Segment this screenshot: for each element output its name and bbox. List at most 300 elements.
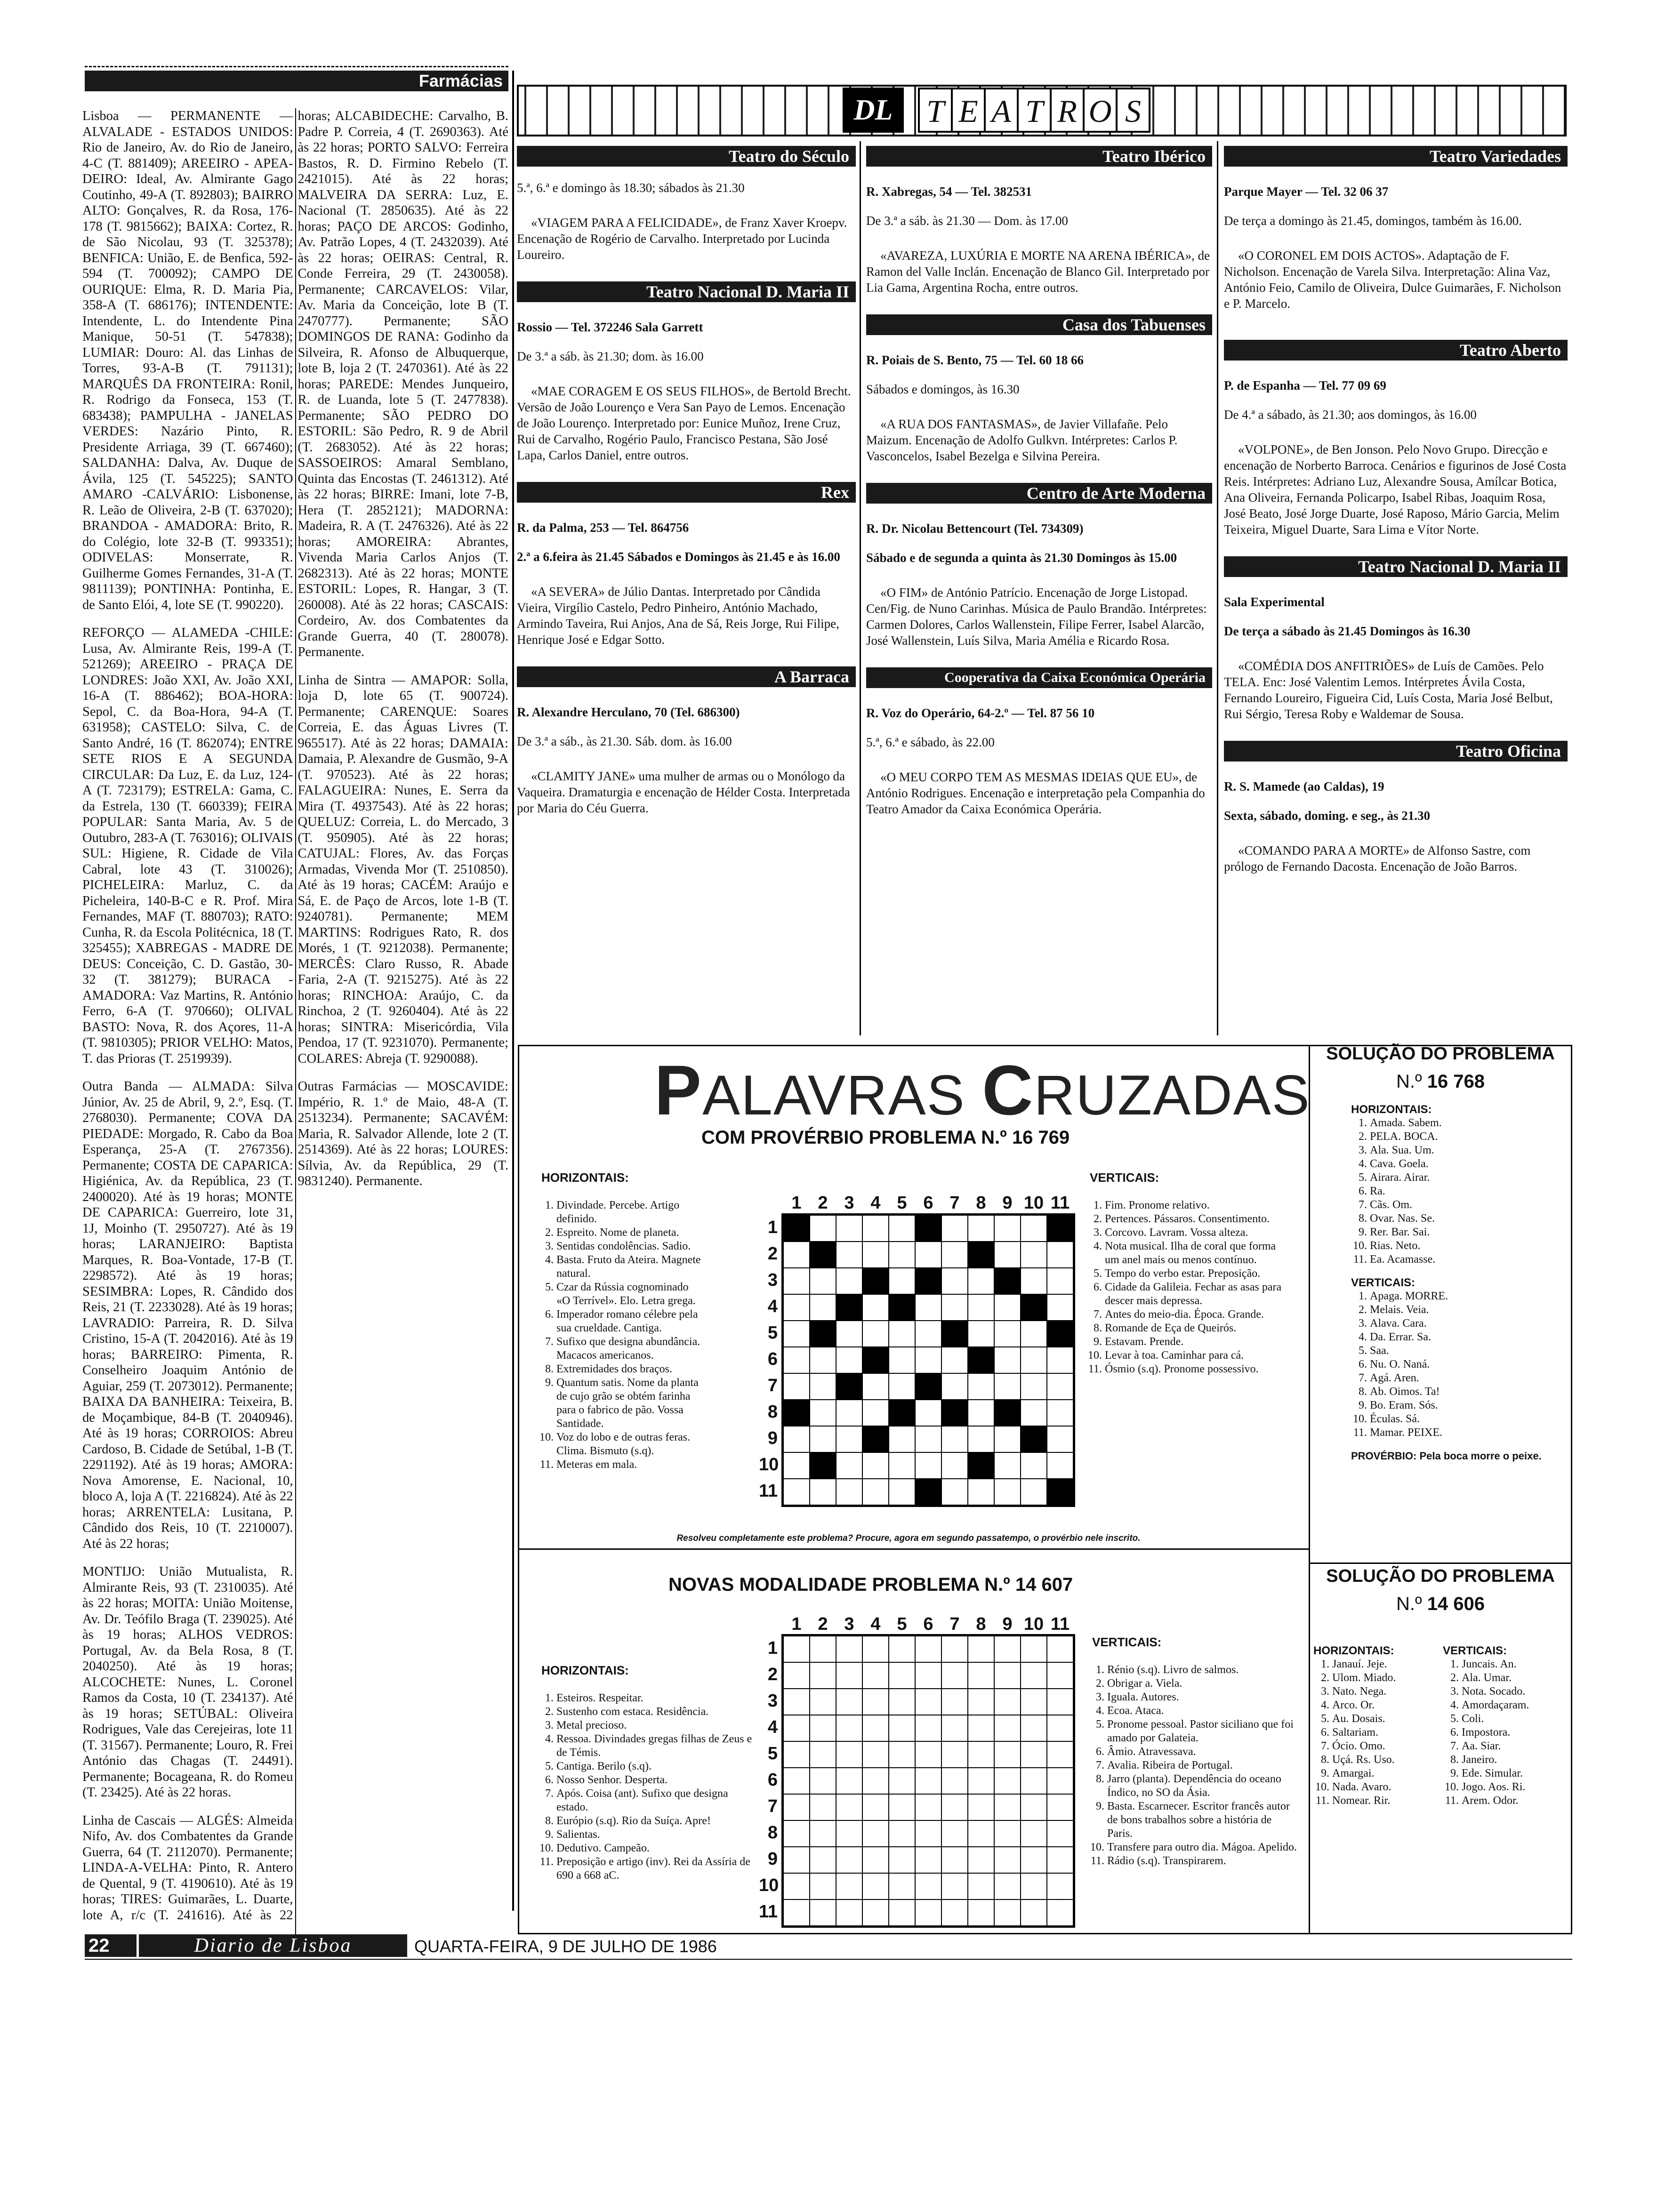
- grid-row-number: 6: [767, 1770, 778, 1790]
- grid-cell[interactable]: [836, 1899, 862, 1926]
- grid-cell[interactable]: [783, 1820, 810, 1847]
- theatre-name: A Barraca: [517, 666, 856, 687]
- grid-cell[interactable]: [783, 1294, 810, 1321]
- grid-cell[interactable]: [889, 1479, 915, 1505]
- grid-cell[interactable]: [810, 1820, 836, 1847]
- teatros-letter: A: [984, 88, 1019, 133]
- grid-cell[interactable]: [1047, 1426, 1073, 1452]
- grid-block: [941, 1321, 968, 1347]
- theatre-name: Cooperativa da Caixa Económica Operária: [866, 667, 1212, 688]
- theatre-name: Teatro Nacional D. Maria II: [517, 281, 856, 302]
- grid-cell[interactable]: [994, 1452, 1021, 1479]
- grid-cell[interactable]: [941, 1715, 968, 1741]
- grid-cell[interactable]: [889, 1715, 915, 1741]
- clue-item: 3. Corcovo. Lavram. Vossa alteza.: [1105, 1226, 1292, 1240]
- grid-cell[interactable]: [862, 1689, 889, 1715]
- grid-cell[interactable]: [915, 1321, 941, 1347]
- grid-cell[interactable]: [941, 1242, 968, 1268]
- grid-cell[interactable]: [783, 1268, 810, 1294]
- teatros-heading: [918, 88, 1149, 133]
- theatre-address: R. da Palma, 253 — Tel. 864756: [517, 521, 689, 535]
- grid-cell[interactable]: [1021, 1873, 1047, 1899]
- theatre-description: «COMANDO PARA A MORTE» de Alfonso Sastre, com prólogo de Fernando Dacosta. Encenação de João Barros.: [1224, 843, 1531, 874]
- solution-2: [1313, 1566, 1568, 1808]
- grid-cell[interactable]: [783, 1426, 810, 1452]
- grid-cell[interactable]: [862, 1741, 889, 1768]
- theatre-address: R. Poiais de S. Bento, 75 — Tel. 60 18 66: [866, 353, 1084, 367]
- grid-block: [1021, 1426, 1047, 1452]
- theatre-times: De 3.ª a sáb. às 21.30 — Dom. às 17.00: [866, 214, 1068, 228]
- crossword-title: [654, 1050, 1311, 1131]
- grid-col-number: 10: [1023, 1193, 1044, 1213]
- theatre-column-1: [517, 146, 856, 816]
- clue-item: 10. Éculas. Sá.: [1370, 1412, 1568, 1426]
- grid-cell[interactable]: [994, 1242, 1021, 1268]
- grid-cell[interactable]: [862, 1873, 889, 1899]
- grid-cell[interactable]: [941, 1873, 968, 1899]
- grid-cell[interactable]: [968, 1768, 994, 1794]
- grid-cell[interactable]: [889, 1820, 915, 1847]
- grid-cell[interactable]: [1021, 1636, 1047, 1662]
- grid-cell[interactable]: [1047, 1662, 1073, 1689]
- grid-cell[interactable]: [810, 1873, 836, 1899]
- grid-row-number: 7: [767, 1796, 778, 1816]
- grid-cell[interactable]: [994, 1479, 1021, 1505]
- grid-cell[interactable]: [889, 1426, 915, 1452]
- grid-block: [941, 1400, 968, 1426]
- grid-cell[interactable]: [889, 1899, 915, 1926]
- grid-cell[interactable]: [810, 1426, 836, 1452]
- grid-cell[interactable]: [783, 1321, 810, 1347]
- grid-cell[interactable]: [941, 1294, 968, 1321]
- grid-cell[interactable]: [1047, 1636, 1073, 1662]
- clue-item: 4. Arco. Or.: [1332, 1699, 1443, 1712]
- theatre-description: «AVAREZA, LUXÚRIA E MORTE NA ARENA IBÉRICA», de Ramon del Valle Inclán. Encenação de Blanco Gil. Interpretado por Lia Gama, Argentina Rocha, entre outros.: [866, 248, 1210, 295]
- grid-cell[interactable]: [862, 1479, 889, 1505]
- theatre-times: De 4.ª a sábado, às 21.30; aos domingos, às 16.00: [1224, 408, 1477, 422]
- grid-cell[interactable]: [1021, 1768, 1047, 1794]
- grid-cell[interactable]: [994, 1741, 1021, 1768]
- grid-cell[interactable]: [862, 1215, 889, 1242]
- grid-cell[interactable]: [862, 1794, 889, 1820]
- grid-col-number: 9: [1002, 1193, 1013, 1213]
- grid-cell[interactable]: [994, 1715, 1021, 1741]
- grid-cell[interactable]: [783, 1847, 810, 1873]
- grid-cell[interactable]: [994, 1662, 1021, 1689]
- clue-item: 8. Jarro (planta). Dependência do oceano Índico, no SO da Ásia.: [1107, 1772, 1299, 1800]
- grid-cell[interactable]: [810, 1847, 836, 1873]
- grid-cell[interactable]: [862, 1294, 889, 1321]
- column-divider: [1309, 1045, 1310, 1934]
- grid-cell[interactable]: [968, 1426, 994, 1452]
- crossword-grid-1[interactable]: [781, 1213, 1075, 1507]
- grid-cell[interactable]: [994, 1321, 1021, 1347]
- grid-cell[interactable]: [889, 1689, 915, 1715]
- grid-cell[interactable]: [783, 1347, 810, 1373]
- grid-cell[interactable]: [994, 1794, 1021, 1820]
- grid-cell[interactable]: [1047, 1294, 1073, 1321]
- grid-cell[interactable]: [941, 1820, 968, 1847]
- grid-block: [915, 1268, 941, 1294]
- grid-cell[interactable]: [968, 1294, 994, 1321]
- clue-item: 10. Voz do lobo e de outras feras. Clima. Bismuto (s.q).: [556, 1431, 701, 1458]
- grid-row-number: 9: [767, 1849, 778, 1869]
- grid-block: [968, 1347, 994, 1373]
- clue-item: 4. Basta. Fruto da Ateira. Magnete natural.: [556, 1253, 701, 1281]
- grid-cell[interactable]: [968, 1741, 994, 1768]
- clue-item: 8. Uçá. Rs. Uso.: [1332, 1753, 1443, 1767]
- grid-cell[interactable]: [941, 1794, 968, 1820]
- grid-cell[interactable]: [1021, 1321, 1047, 1347]
- grid-cell[interactable]: [915, 1662, 941, 1689]
- clue-item: 10. Levar à toa. Caminhar para cá.: [1105, 1349, 1292, 1362]
- grid-cell[interactable]: [783, 1452, 810, 1479]
- grid-col-number: 5: [897, 1614, 907, 1634]
- grid-col-number: 11: [1050, 1614, 1070, 1634]
- grid-cell[interactable]: [862, 1847, 889, 1873]
- grid-cell[interactable]: [1047, 1400, 1073, 1426]
- grid-cell[interactable]: [889, 1847, 915, 1873]
- grid-cell[interactable]: [1047, 1452, 1073, 1479]
- grid-cell[interactable]: [836, 1794, 862, 1820]
- grid-cell[interactable]: [941, 1426, 968, 1452]
- grid-cell[interactable]: [915, 1847, 941, 1873]
- grid-cell[interactable]: [836, 1847, 862, 1873]
- grid-cell[interactable]: [994, 1899, 1021, 1926]
- grid-cell[interactable]: [1021, 1479, 1047, 1505]
- grid-cell[interactable]: [810, 1689, 836, 1715]
- crossword-grid-2[interactable]: [781, 1634, 1075, 1928]
- grid-cell[interactable]: [968, 1479, 994, 1505]
- grid-cell[interactable]: [836, 1400, 862, 1426]
- grid-cell[interactable]: [1047, 1347, 1073, 1373]
- grid-cell[interactable]: [1021, 1242, 1047, 1268]
- clue-item: 3. Nato. Nega.: [1332, 1685, 1443, 1699]
- grid-row-number: 3: [767, 1691, 778, 1711]
- grid-cell[interactable]: [968, 1400, 994, 1426]
- grid-block: [1047, 1215, 1073, 1242]
- grid-cell[interactable]: [1047, 1847, 1073, 1873]
- grid-cell[interactable]: [836, 1741, 862, 1768]
- theatre-description: «O FIM» de António Patrício. Encenação de Jorge Listopad. Cen/Fig. de Nuno Carinhas. Música de Paulo Brandão. Intérpretes: Carmen Dolores, Carlos Wallenstein, Filipe Ferrer, Isabel Alarcão, José Wallenstein, Luís Silva, Maria Amélia e Ricardo Rosa.: [866, 585, 1207, 648]
- grid-block: [994, 1268, 1021, 1294]
- grid-cell[interactable]: [968, 1636, 994, 1662]
- clue-item: 8. Ab. Oimos. Ta!: [1370, 1385, 1568, 1399]
- grid-cell[interactable]: [810, 1662, 836, 1689]
- grid-cell[interactable]: [915, 1347, 941, 1373]
- grid-cell[interactable]: [810, 1715, 836, 1741]
- grid-cell[interactable]: [915, 1899, 941, 1926]
- grid-cell[interactable]: [941, 1452, 968, 1479]
- grid-cell[interactable]: [941, 1268, 968, 1294]
- grid-cell[interactable]: [1047, 1768, 1073, 1794]
- grid-cell[interactable]: [1021, 1373, 1047, 1400]
- grid-cell[interactable]: [889, 1347, 915, 1373]
- grid-cell[interactable]: [941, 1662, 968, 1689]
- grid-cell[interactable]: [968, 1847, 994, 1873]
- grid-cell[interactable]: [994, 1426, 1021, 1452]
- clue-item: 1. Apaga. MORRE.: [1370, 1290, 1568, 1303]
- grid-cell[interactable]: [810, 1400, 836, 1426]
- grid-cell[interactable]: [994, 1347, 1021, 1373]
- theatre-times: Sábado e de segunda a quinta às 21.30 Domingos às 15.00: [866, 551, 1177, 565]
- clue-item: 5. Saa.: [1370, 1344, 1568, 1358]
- grid-cell[interactable]: [915, 1400, 941, 1426]
- grid-cell[interactable]: [810, 1741, 836, 1768]
- grid-cell[interactable]: [783, 1242, 810, 1268]
- grid-cell[interactable]: [836, 1636, 862, 1662]
- grid-col-number: 5: [897, 1193, 907, 1213]
- theatre-description: «COMÉDIA DOS ANFITRIÕES» de Luís de Camões. Pelo TELA. Enc: José Valentim Lemos. Intérpretes Ávila Costa, Fernando Loureiro, Figueira Cid, Luís Costa, Maria José Belbut, Rui Sérgio, Teresa Roby e Waldemar de Sousa.: [1224, 659, 1553, 721]
- grid-cell[interactable]: [783, 1873, 810, 1899]
- grid-cell[interactable]: [1047, 1242, 1073, 1268]
- grid-cell[interactable]: [889, 1373, 915, 1400]
- grid-cell[interactable]: [968, 1715, 994, 1741]
- grid-cell[interactable]: [810, 1268, 836, 1294]
- clue-item: 11. Nomear. Rir.: [1332, 1794, 1443, 1808]
- grid-cell[interactable]: [862, 1400, 889, 1426]
- grid-cell[interactable]: [1021, 1899, 1047, 1926]
- grid-cell[interactable]: [941, 1689, 968, 1715]
- grid-cell[interactable]: [836, 1715, 862, 1741]
- clue-item: 2. Ulom. Miado.: [1332, 1671, 1443, 1685]
- grid-cell[interactable]: [836, 1820, 862, 1847]
- clue-heading: VERTICAIS:: [1090, 1170, 1159, 1185]
- clue-item: 9. Ede. Simular.: [1462, 1767, 1565, 1780]
- grid-cell[interactable]: [915, 1636, 941, 1662]
- theatre-times: Sábados e domingos, às 16.30: [866, 382, 1020, 396]
- grid-cell[interactable]: [1021, 1689, 1047, 1715]
- theatre-name: Teatro Ibérico: [866, 146, 1212, 167]
- grid-cell[interactable]: [941, 1768, 968, 1794]
- grid-cell[interactable]: [994, 1215, 1021, 1242]
- grid-cell[interactable]: [1021, 1847, 1047, 1873]
- grid-cell[interactable]: [836, 1426, 862, 1452]
- grid-cell[interactable]: [1047, 1794, 1073, 1820]
- grid-cell[interactable]: [968, 1873, 994, 1899]
- grid-cell[interactable]: [836, 1321, 862, 1347]
- grid-cell[interactable]: [889, 1242, 915, 1268]
- grid-cell[interactable]: [783, 1715, 810, 1741]
- grid-cell[interactable]: [889, 1873, 915, 1899]
- grid-cell[interactable]: [941, 1215, 968, 1242]
- theatre-name: Teatro do Século: [517, 146, 856, 167]
- grid-cell[interactable]: [783, 1794, 810, 1820]
- grid-cell[interactable]: [1047, 1820, 1073, 1847]
- grid-cell[interactable]: [810, 1294, 836, 1321]
- teatros-letter: T: [918, 88, 953, 133]
- pharmacy-entry: MONTIJO: União Mutualista, R. Almirante Reis, 93 (T. 2310035). Até às 22 horas; MOITA: União Moitense, Av. Dr. Teófilo Braga (T. 239025). Até às 19 horas; ALHOS VEDROS: Portugal, Av. da Bela Rosa, 8 (T. 2040250). Até às 19 horas; ALCOCHETE: Nunes, L. Coronel Ramos da Costa, 10 (T. 234137). Até às 19 horas; SETÚBAL: Oliveira Rodrigues, Vale das Cerejeiras, lote 11 (T. 31567). Permanente; Louro, R. Frei António das Chagas (T. 24491). Permanente; Bocageana, R. do Romeu (T. 23425). Até às 22 horas.: [82, 1564, 293, 1800]
- clue-item: 6. Ra.: [1370, 1185, 1568, 1198]
- clue-item: 7. Cãs. Om.: [1370, 1198, 1568, 1212]
- grid-cell[interactable]: [889, 1741, 915, 1768]
- grid-block: [836, 1294, 862, 1321]
- grid-cell[interactable]: [1047, 1373, 1073, 1400]
- grid-cell[interactable]: [915, 1689, 941, 1715]
- grid-block: [1047, 1479, 1073, 1505]
- grid-cell[interactable]: [968, 1662, 994, 1689]
- grid-cell[interactable]: [862, 1899, 889, 1926]
- grid-cell[interactable]: [968, 1820, 994, 1847]
- newspaper-masthead: Diario de Lisboa: [139, 1934, 407, 1957]
- grid-cell[interactable]: [862, 1373, 889, 1400]
- grid-cell[interactable]: [1021, 1794, 1047, 1820]
- grid-cell[interactable]: [1047, 1741, 1073, 1768]
- clue-item: 9. Quantum satis. Nome da planta de cujo grão se obtém farinha para o fabrico de pão. Vossa Santidade.: [556, 1376, 701, 1431]
- grid-cell[interactable]: [889, 1452, 915, 1479]
- grid-cell[interactable]: [862, 1242, 889, 1268]
- grid-cell[interactable]: [915, 1873, 941, 1899]
- grid-cell[interactable]: [1021, 1347, 1047, 1373]
- clue-item: 2. Espreito. Nome de planeta.: [556, 1226, 701, 1240]
- grid-cell[interactable]: [862, 1321, 889, 1347]
- grid-cell[interactable]: [968, 1321, 994, 1347]
- grid-cell[interactable]: [941, 1347, 968, 1373]
- grid-cell[interactable]: [836, 1479, 862, 1505]
- grid-cell[interactable]: [915, 1452, 941, 1479]
- clue-item: 7. Após. Coisa (ant). Sufixo que designa estado.: [556, 1787, 753, 1814]
- grid-cell[interactable]: [1021, 1662, 1047, 1689]
- grid-cell[interactable]: [915, 1715, 941, 1741]
- grid-cell[interactable]: [915, 1294, 941, 1321]
- clue-item: 10. Jogo. Aos. Ri.: [1462, 1780, 1565, 1794]
- grid-cell[interactable]: [889, 1794, 915, 1820]
- grid-cell[interactable]: [994, 1294, 1021, 1321]
- grid-cell[interactable]: [889, 1268, 915, 1294]
- grid-cell[interactable]: [915, 1768, 941, 1794]
- grid-cell[interactable]: [994, 1636, 1021, 1662]
- grid-cell[interactable]: [994, 1820, 1021, 1847]
- grid-cell[interactable]: [1021, 1452, 1047, 1479]
- grid-cell[interactable]: [1021, 1820, 1047, 1847]
- pharmacy-entry: Outra Banda — ALMADA: Silva Júnior, Av. 25 de Abril, 9, 2.º, Esq. (T. 2768030). Permanente; COVA DA PIEDADE: Morgado, R. Cabo da Boa Esperança, 25-A (T. 2767356). Permanente; COSTA DE CAPARICA: Higiénica, Av. da República, 23 (T. 2400020). Até às 19 horas; MONTE DE CAPARICA: Guerreiro, lote 31, 1J, Moinho (T. 2950727). Até às 19 horas; LARANJEIRO: Baptista Marques, R. Boa-Vontade, 17-B (T. 2298572). Até às 19 horas; SESIMBRA: Lopes, R. Cândido dos Reis, 21 (T. 2233028). Até às 19 horas; LAVRADIO: Parreira, R. D. Silva Cristino, 15-A (T. 2042016). Até às 19 horas; BARREIRO: Pimenta, R. Conselheiro Joaquim António de Aguiar, 259 (T. 2073012). Permanente; BAIXA DA BANHEIRA: Teixeira, B. de Moçambique, 84-B (T. 2040946). Até às 19 horas; CORROIOS: Abreu Cardoso, B. Cidade de Setúbal, 1-B (T. 2291192). Até às 19 horas; AMORA: Nova Amorense, E. Nacional, 10, bloco A, loja A (T. 2216824). Até às 22 horas; ARRENTELA: Lusitana, P. Cândido dos Reis, 10 (T. 2210007). Até às 22 horas;: [82, 1079, 293, 1551]
- grid-cell[interactable]: [836, 1873, 862, 1899]
- grid-cell[interactable]: [810, 1899, 836, 1926]
- grid-cell[interactable]: [810, 1373, 836, 1400]
- clue-item: 7. Avalia. Ribeira de Portugal.: [1107, 1759, 1299, 1772]
- theatre-listing: [1224, 340, 1568, 537]
- grid-cell[interactable]: [810, 1215, 836, 1242]
- grid-cell[interactable]: [994, 1689, 1021, 1715]
- grid-cell[interactable]: [783, 1373, 810, 1400]
- grid-cell[interactable]: [1021, 1215, 1047, 1242]
- grid-cell[interactable]: [941, 1899, 968, 1926]
- theatre-listing: [1224, 556, 1568, 722]
- grid-cell[interactable]: [836, 1662, 862, 1689]
- grid-cell[interactable]: [968, 1899, 994, 1926]
- grid-cell[interactable]: [1021, 1715, 1047, 1741]
- grid-cell[interactable]: [862, 1636, 889, 1662]
- grid-cell[interactable]: [968, 1373, 994, 1400]
- pharmacy-entry: Linha de Sintra — AMAPOR: Solla, loja D, lote 65 (T. 900724). Permanente; CARENQUE: Soares Correia, E. das Águas Livres (T. 965517). Até às 22 horas; DAMAIA: Damaia, P. Alexandre de Gusmão, 9-A (T. 970523). Até às 22 horas; FALAGUEIRA: Nunes, E. Serra da Mira (T. 4937543). Até às 22 horas; QUELUZ: Correia, L. do Mercado, 3 (T. 950905). Até às 22 horas; CATUJAL: Flores, Av. das Forças Armadas, Vivenda Mor (T. 2510850). Até às 19 horas; CACÉM: Araújo e Sá, E. de Paço de Arcos, lote 1-B (T. 9240781). Permanente; MEM MARTINS: Rodrigues Rato, R. dos Morés, 1 (T. 9212038). Permanente; MERCÊS: Claro Russo, R. Abade Faria, 2-A (T. 9215275). Até às 22 horas; RINCHOA: Araújo, C. da Rinchoa, 2 (T. 9260404). Até às 22 horas; SINTRA: Misericórdia, Vila Pendoa, 17 (T. 9231070). Permanente; COLARES: Abreja (T. 9290088).: [298, 673, 508, 1066]
- grid-cell[interactable]: [1047, 1715, 1073, 1741]
- grid-cell[interactable]: [783, 1636, 810, 1662]
- grid-cell[interactable]: [889, 1636, 915, 1662]
- grid-cell[interactable]: [836, 1689, 862, 1715]
- grid-cell[interactable]: [941, 1636, 968, 1662]
- grid-cell[interactable]: [941, 1373, 968, 1400]
- grid-cell[interactable]: [915, 1794, 941, 1820]
- grid-cell[interactable]: [941, 1741, 968, 1768]
- grid-cell[interactable]: [783, 1741, 810, 1768]
- grid-cell[interactable]: [994, 1847, 1021, 1873]
- grid-cell[interactable]: [810, 1794, 836, 1820]
- grid-cell[interactable]: [968, 1794, 994, 1820]
- grid-cell[interactable]: [836, 1768, 862, 1794]
- grid-cell[interactable]: [836, 1452, 862, 1479]
- number-label: N.º: [1396, 1594, 1422, 1614]
- grid-cell[interactable]: [1047, 1268, 1073, 1294]
- grid-cell[interactable]: [994, 1768, 1021, 1794]
- grid-cell[interactable]: [941, 1847, 968, 1873]
- grid-row-number: 2: [767, 1665, 778, 1684]
- grid-cell[interactable]: [1021, 1400, 1047, 1426]
- grid-cell[interactable]: [968, 1689, 994, 1715]
- grid-cell[interactable]: [889, 1215, 915, 1242]
- puzzle1-subtitle: COM PROVÉRBIO PROBLEMA N.º 16 769: [701, 1127, 1070, 1148]
- clue-item: 2. Melais. Veia.: [1370, 1303, 1568, 1317]
- grid-cell[interactable]: [810, 1636, 836, 1662]
- grid-cell[interactable]: [994, 1373, 1021, 1400]
- teatros-letter: E: [951, 88, 986, 133]
- grid-row-number: 2: [767, 1244, 778, 1264]
- clue-item: 1. Juncais. An.: [1462, 1658, 1565, 1671]
- grid-cell[interactable]: [1047, 1899, 1073, 1926]
- grid-cell[interactable]: [862, 1662, 889, 1689]
- clue-item: 9. Bo. Eram. Sós.: [1370, 1399, 1568, 1412]
- clue-item: 4. Amordaçaram.: [1462, 1699, 1565, 1712]
- grid-cell[interactable]: [1047, 1689, 1073, 1715]
- grid-cell[interactable]: [783, 1899, 810, 1926]
- grid-cell[interactable]: [915, 1426, 941, 1452]
- grid-cell[interactable]: [1021, 1741, 1047, 1768]
- grid-cell[interactable]: [836, 1242, 862, 1268]
- grid-cell[interactable]: [836, 1215, 862, 1242]
- grid-cell[interactable]: [836, 1347, 862, 1373]
- grid-cell[interactable]: [915, 1741, 941, 1768]
- grid-cell[interactable]: [862, 1768, 889, 1794]
- grid-cell[interactable]: [968, 1215, 994, 1242]
- grid-row-number: 1: [767, 1638, 778, 1658]
- clue-item: 6. Imperador romano célebre pela sua crueldade. Cantiga.: [556, 1308, 701, 1335]
- grid-cell[interactable]: [810, 1347, 836, 1373]
- grid-cell[interactable]: [810, 1479, 836, 1505]
- grid-cell[interactable]: [783, 1479, 810, 1505]
- title-initial-p: P: [654, 1050, 703, 1130]
- grid-cell[interactable]: [915, 1820, 941, 1847]
- grid-cell[interactable]: [810, 1768, 836, 1794]
- grid-block: [889, 1294, 915, 1321]
- grid-cell[interactable]: [889, 1321, 915, 1347]
- grid-cell[interactable]: [915, 1242, 941, 1268]
- grid-cell[interactable]: [862, 1820, 889, 1847]
- grid-cell[interactable]: [783, 1662, 810, 1689]
- grid-cell[interactable]: [783, 1689, 810, 1715]
- grid-cell[interactable]: [783, 1768, 810, 1794]
- grid-cell[interactable]: [941, 1479, 968, 1505]
- clue-item: 3. Sentidas condolências. Sadio.: [556, 1240, 701, 1253]
- grid-cell[interactable]: [862, 1452, 889, 1479]
- grid-cell[interactable]: [862, 1715, 889, 1741]
- grid-cell[interactable]: [889, 1662, 915, 1689]
- grid-cell[interactable]: [968, 1268, 994, 1294]
- grid-cell[interactable]: [1021, 1268, 1047, 1294]
- grid-cell[interactable]: [1047, 1873, 1073, 1899]
- clue-item: 8. Janeiro.: [1462, 1753, 1565, 1767]
- grid-cell[interactable]: [889, 1768, 915, 1794]
- grid-cell[interactable]: [836, 1268, 862, 1294]
- grid-cell[interactable]: [994, 1873, 1021, 1899]
